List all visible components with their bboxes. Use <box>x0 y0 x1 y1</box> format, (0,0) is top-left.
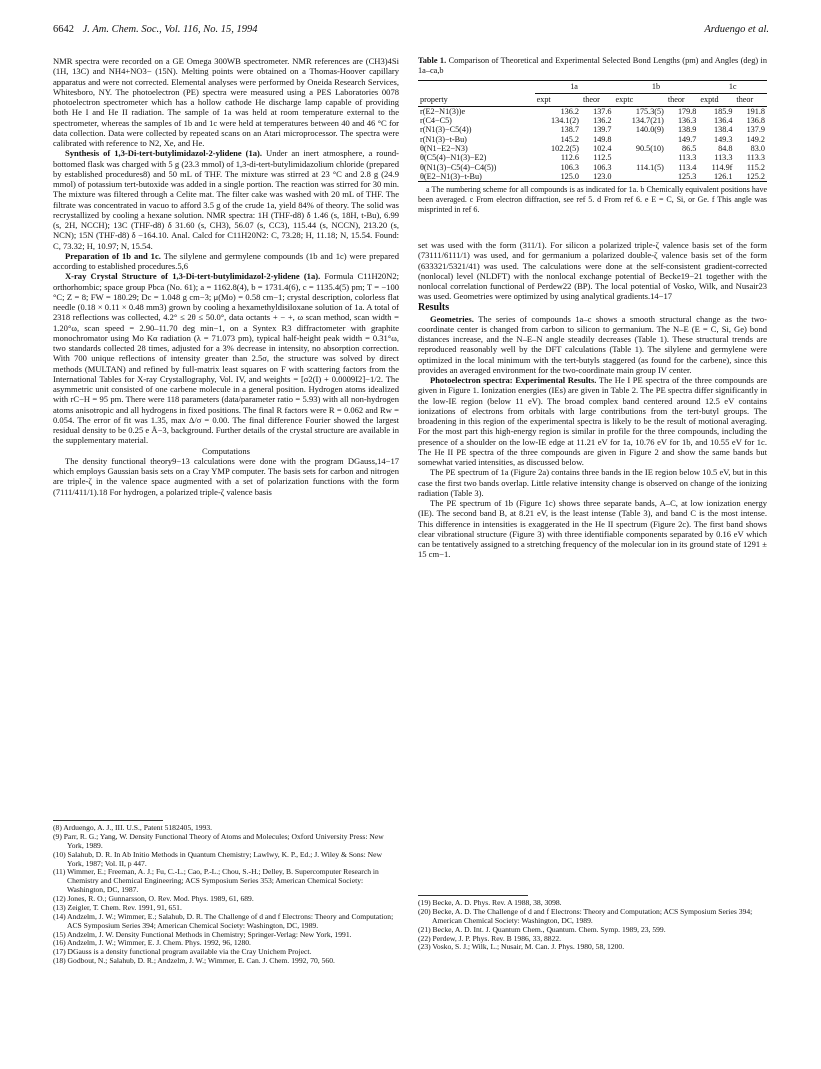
table-cell <box>614 135 666 144</box>
group-header-1c: 1c <box>698 80 767 93</box>
references-right <box>418 895 767 952</box>
column-header: exptc <box>614 93 666 106</box>
running-header <box>53 24 769 40</box>
table-cell: 185.9 <box>714 106 733 116</box>
table-cell: 125.3 <box>666 172 699 182</box>
reference-item: (23) Vosko, S. J.; Wilk, L.; Nusair, M. Can. J. Phys. 1980, 58, 1200. <box>418 942 625 952</box>
table-cell: 113.3 <box>678 153 697 163</box>
table-cell: 114.1(5) <box>636 162 664 172</box>
table-cell: 113.3 <box>746 153 765 163</box>
reference-item: (11) Wimmer, E.; Freeman, A. J.; Fu, C.-L.; Cao, P.-L.; Chou, S.-H.; Delley, B. Supercomputer Research in Chemistry and Chemical Engineering; ACS Symposium Series 353; American Chemical Society: Washington, DC, 1987. <box>53 867 379 895</box>
table-cell: 149.3 <box>714 134 733 144</box>
table-cell: 140.0(9) <box>635 125 664 135</box>
preparation-text: The silylene and germylene compounds (1b and 1c) were prepared according to established procedures.5,6 <box>53 250 399 271</box>
table-cell: 106.3 <box>560 162 579 172</box>
reference-item: (16) Andzelm, J. W.; Wimmer, E. J. Chem. Phys. 1992, 96, 1280. <box>53 938 251 948</box>
table-cell: 139.7 <box>593 125 612 135</box>
table-row <box>418 144 767 153</box>
column-header: exptd <box>698 93 734 106</box>
synthesis-heading: Synthesis of 1,3-Di-tert-butylimidazol-2-ylidene (1a). <box>65 148 263 159</box>
group-header-1a: 1a <box>535 80 614 93</box>
table-cell-property: r(N1(3)−C5(4)) <box>420 125 472 135</box>
table-caption-text: Comparison of Theoretical and Experimental Selected Bond Lengths (pm) and Angles (deg) in 1a–ca,b <box>418 56 768 75</box>
table-cell: 126.1 <box>698 172 734 182</box>
references-left <box>53 820 399 966</box>
table-cell: 138.4 <box>714 125 733 135</box>
table-cell: 136.2 <box>593 115 612 125</box>
column-header: theor <box>666 93 699 106</box>
table-cell: 113.3 <box>714 153 733 163</box>
table-cell-property: r(C4−C5) <box>420 115 452 125</box>
geometries-heading: Geometries. <box>430 313 474 324</box>
column-header: theor <box>734 93 767 106</box>
pe-spectra-paragraph <box>418 375 767 467</box>
table-cell: 136.2 <box>560 106 579 116</box>
right-column <box>418 56 767 560</box>
table-label: Table 1. <box>418 56 447 65</box>
pe-1a-paragraph: The PE spectrum of 1a (Figure 2a) contains three bands in the IE region below 10.5 eV, but in this case the first two bands overlap. Little relative intensity change is observed on change of the ionizing radiation (Table 3). <box>418 467 767 498</box>
basis-paragraph: set was used with the form (311/1). For silicon a polarized triple-ζ valence basis set of the form (73111/6111/1) was used, and for germanium a polarized double-ζ valence basis set of the form (633321/5321/41) was used. The calculations were done at the self-consistent gradient-corrected (nonlocal) level (NLDFT) with the nonlocal exchange potential of Becke19−21 together with the nonlocal correlation functional of Perdew22 (BP). The local potential of Vosko, Wilk, and Nusair23 was used. Geometries were optimized by using analytical gradients.14−17 <box>418 240 767 302</box>
column-header: expt <box>535 93 581 106</box>
table-row <box>418 172 767 182</box>
group-header-1b: 1b <box>614 80 699 93</box>
table-cell: 137.6 <box>593 106 612 116</box>
table-row <box>418 106 767 116</box>
references-divider <box>418 895 528 896</box>
table-cell: 84.8 <box>718 143 733 153</box>
table-cell: 149.2 <box>746 134 765 144</box>
reference-item: (18) Godbout, N.; Salahub, D. R.; Andzelm, J. W.; Wimmer, E. Can. J. Chem. 1992, 70, 560. <box>53 956 335 966</box>
table-cell-property: r(E2−N1(3))e <box>420 106 466 116</box>
table-cell: 134.7(21) <box>631 115 664 125</box>
pe-1b-paragraph: The PE spectrum of 1b (Figure 1c) shows three separate bands, A–C, at low ionization energy (IE). The second band B, at 8.21 eV, is the least intense (Table 3), and band C is the most intense. This difference in intensities is exaggerated in the He II spectrum (Figure 2c). The first band shows clear vibrational structure (Figure 3) with three identifiable components separated by 0.16 eV which can be tentatively assigned to a stretching frequency of the molecular ion in its ground state of 1291 ± 15 cm−1. <box>418 498 767 560</box>
page-number: 6642 <box>53 24 74 35</box>
table-cell: 112.6 <box>560 153 579 163</box>
table-cell: 90.5(10) <box>635 143 664 153</box>
table-cell-property: θ(E2−N1(3)−t-Bu) <box>418 172 535 182</box>
table-cell: 179.8 <box>677 106 697 116</box>
table-row <box>418 153 767 162</box>
references-divider <box>53 820 163 821</box>
table-caption <box>418 56 767 76</box>
running-authors: Arduengo et al. <box>704 24 769 35</box>
column-header-property: property <box>418 93 535 106</box>
table-cell-property: θ(N1−E2−N3) <box>420 143 468 153</box>
table-cell: 114.9f <box>711 162 733 172</box>
xray-text: Formula C11H20N2; orthorhombic; space group Pbca (No. 61); a = 1162.8(4), b = 1731.4(6), c = 1135.4(5) pm; T = −100 °C; Z = 8; FW = 180.29; Dc = 1.048 g cm−3; μ(Mo) = 0.58 cm−1; crystal description, colorless flat needle (0.18 × 0.11 × 0.48 mm3) grown by cooling a hexamethyldisiloxane solution of 1a. A total of 2318 reflections was collected, 4.2° ≤ 2θ ≤ 50.0°, data octants + − +, ω scan method, scan width = 1.20°ω, scan speed = 2.90–11.70 deg min−1, on a Syntex R3 diffractometer with graphite monochromator using Mo Kα radiation (λ = 71.073 pm), typical half-height peak width = 0.31°ω, two standards collected 28 times, adjusted for a 3% decrease in intensity, no absorption correction. With 700 unique reflections of intensity greater than 2.5σ, the structure was solved by direct methods (MULTAN) and refined by full-matrix least squares on F with scattering factors from the International Tables for X-ray Crystallography, Vol. IV, and weights = [σ2(I) + 0.0009I2]−1/2. The asymmetric unit consisted of one carbene molecule in a general position. Hydrogen atoms idealized with rC−H = 95 pm. There were 118 parameters (data/parameter ratio = 5.93) with all non-hydrogen atoms anisotropic and all hydrogens in fixed positions. The final R factors were R = 0.062 and Rw = 0.054. The error of fit was 1.35, max Δ/σ = 0.00. The final difference Fourier showed the largest residual density to be 0.25 e Å−3, background. Further details of the crystal structure are available in the supplementary material. <box>53 271 399 446</box>
table-cell-property: θ(N1(3)−C5(4)−C4(5)) <box>420 162 497 172</box>
table-cell <box>614 153 666 162</box>
table-cell: 145.2 <box>560 134 579 144</box>
table-group-header <box>418 80 767 93</box>
table-cell: 138.7 <box>560 125 579 135</box>
reference-item: (14) Andzelm, J. W.; Wimmer, E.; Salahub, D. R. The Challenge of d and f Electrons: Theory and Computation; ACS Symposium Series 394; American Chemical Society: Washington, DC, 1989. <box>53 911 394 930</box>
table-footnote: a The numbering scheme for all compounds is as indicated for 1a. b Chemically equivalent positions have been averaged. c From electron diffraction, see ref 5. d From ref 6. e E = C, Si, or Ge. f This angle was misprinted in ref 6. <box>418 185 767 214</box>
bond-table <box>418 80 767 182</box>
reference-item: (13) Zeigler, T. Chem. Rev. 1991, 91, 651. <box>53 902 182 912</box>
table-footnotes <box>418 185 767 214</box>
computations-heading: Computations <box>202 445 250 456</box>
pe-spectra-text: The He I PE spectra of the three compounds are given in Figure 1. Ionization energies (IEs) are given in Table 2. The PE spectra differ significantly in the low-IE region (below 11 eV). The broad complex band centered around 12.5 eV contains ionizations of electrons from orbitals with large contributions from the tert-butyl groups. The broadening in this region of the experimental spectra is likely to be the result of motional averaging. For the most part this high-energy region is similar in profile for the three compounds, including the presence of a shoulder on the low-IE edge at 11.21 eV for 1a, 10.76 eV for 1b, and 10.55 eV for 1c. The He II PE spectra of the three compounds are given in Figure 2 and show the same bands but somewhat varied intensities, as discussed below. <box>418 375 768 468</box>
table-cell-property: r(N1(3)−t-Bu) <box>420 134 467 144</box>
reference-item: (9) Parr, R. G.; Yang, W. Density Functional Theory of Atoms and Molecules; Oxford University Press: New York, 1989. <box>53 831 384 850</box>
table-row <box>418 125 767 134</box>
table-cell: 102.4 <box>593 143 612 153</box>
synthesis-text: Under an inert atmosphere, a round-bottomed flask was charged with 5 g (23.3 mmol) of 1,3-di-tert-butylimidazolium chloride (prepared by established procedures8) and 50 mL of THF. The mixture was stirred at 23 °C and 2.8 g (24.9 mmol) of potassium tert-butoxide was added in a single portion. The reaction was stirred for 30 min. The mixture was filtered through a Celite mat. The filter cake was washed with 20 mL of THF. The filtrate was concentrated in vacuo to afford 3.5 g of the crude 1a, yield 84% of theory. The solid was recrystallized by cooling a hexane solution. NMR spectra: 1H (THF-d8) δ 1.46 (s, 18H, t-Bu), 6.99 (s, 2H, NCCH); 13C (THF-d8) δ 31.60 (s, CH3), 56.07 (s, CC3), 115.44 (s, NCCN), 213.20 (s, NCN); 15N (THF-d8) δ −164.10. Anal. Calcd for C11H20N2: C, 73.28; H, 11.18; N, 15.54. Found: C, 73.32; H, 10.97; N, 15.54. <box>53 148 400 251</box>
table-row <box>418 163 767 172</box>
table-cell: 134.1(2) <box>551 115 579 125</box>
geometries-paragraph <box>418 314 767 376</box>
pe-spectra-heading: Photoelectron spectra: Experimental Results. <box>430 375 597 386</box>
table-cell: 138.9 <box>677 125 697 135</box>
table-body <box>418 106 767 182</box>
reference-item: (21) Becke, A. D. Int. J. Quantum Chem., Quantum. Chem. Symp. 1989, 23, 599. <box>418 924 666 934</box>
table-cell: 115.2 <box>746 162 765 172</box>
table-cell: 125.0 <box>535 172 581 182</box>
reference-item: (15) Andzelm, J. W. Density Functional Methods in Chemistry; Springer-Verlag: New York, 1991. <box>53 929 352 939</box>
geometries-text: The series of compounds 1a–c shows a smooth structural change as the two-coordinate center is changed from carbon to silicon to germanium. The N–E (E = C, Si, Ge) bond distances increase, and the N–E–N angle steadily decreases (Table 1). These structural trends are reproduced reasonably well by the DFT calculations (Table 1). The silylene and germylene were optimized in the local minimum with the tert-butyls staggered (as found for the carbene), since this provides an averaged environment for the two-coordinate main group IV center. <box>418 313 767 375</box>
table-cell: 137.9 <box>746 125 765 135</box>
table-cell: 175.3(5) <box>635 106 664 116</box>
reference-item: (12) Jones, R. O.; Gunnarsson, O. Rev. Mod. Phys. 1989, 61, 689. <box>53 894 254 903</box>
results-heading: Results <box>418 301 450 313</box>
table-cell: 113.4 <box>678 162 697 172</box>
table-cell <box>614 172 666 182</box>
reference-item: (20) Becke, A. D. The Challenge of d and f Electrons: Theory and Computation; ACS Symposium Series 394; American Chemical Society: Washington, DC, 1989. <box>418 906 753 925</box>
computations-paragraph: The density functional theory9−13 calculations were done with the program DGauss,14−17 which employs Gaussian basis sets on a Cray YMP computer. The basis sets for carbon and nitrogen are triple-ζ in the valence space augmented with a set of polarization functions with the form (7111/411/1).18 For hydrogen, a polarized triple-ζ valence basis <box>53 455 399 497</box>
journal-citation: J. Am. Chem. Soc., Vol. 116, No. 15, 1994 <box>82 24 258 35</box>
reference-item: (8) Arduengo, A. J., III. U.S., Patent 5182405, 1993. <box>53 823 213 832</box>
table-cell: 106.3 <box>593 162 612 172</box>
xray-paragraph <box>53 271 399 445</box>
reference-item: (10) Salahub, D. R. In Ab Initio Methods in Quantum Chemistry; Lawlwy, K. P., Ed.; J. Wiley & Sons: New York, 1987; Vol. II, p 447. <box>53 849 382 868</box>
table-cell: 86.5 <box>682 143 697 153</box>
table-row <box>418 116 767 125</box>
table-cell: 191.8 <box>746 106 765 116</box>
table-cell: 136.8 <box>746 115 765 125</box>
experimental-paragraph: NMR spectra were recorded on a GE Omega 300WB spectrometer. NMR references are (CH3)4Si (1H, 13C) and NH4+NO3− (15N). Melting points were obtained on a Thomas-Hoover capillary apparatus and were not corrected. Elemental analyses were performed by Oneida Research Services, Whitesboro, NY. The photoelectron (PE) spectra were measured using a PES Laboratories 0078 photoelectron spectrometer which has a hollow cathode He discharge lamp capable of providing both He I and He II radiation. The sample of 1a was held at room temperature external to the spectrometer, whereas the samples of 1b and 1c were held at temperatures between 40 and 46 °C for data collection. Data were collected by repeated scans on an Atari microprocessor. The spectra were calibrated with reference to N2, Xe, and He. <box>53 56 399 148</box>
table-cell: 83.0 <box>750 143 765 153</box>
table-row <box>418 135 767 144</box>
preparation-paragraph <box>53 251 399 272</box>
table-cell: 136.4 <box>714 115 733 125</box>
reference-item: (17) DGauss is a density functional program available via the Cray Unichem Project. <box>53 947 312 957</box>
left-column <box>53 56 399 497</box>
column-header: theor <box>581 93 614 106</box>
synthesis-paragraph <box>53 148 399 251</box>
table-cell: 136.3 <box>677 115 697 125</box>
preparation-heading: Preparation of 1b and 1c. <box>65 250 161 261</box>
table-cell-property: θ(C5(4)−N1(3)−E2) <box>420 153 487 163</box>
reference-item: (22) Perdew, J. P. Phys. Rev. B 1986, 33, 8822. <box>418 933 562 943</box>
section-spacer <box>418 214 767 240</box>
table-cell: 123.0 <box>581 172 614 182</box>
reference-item: (19) Becke, A. D. Phys. Rev. A 1988, 38, 3098. <box>418 898 562 907</box>
xray-heading: X-ray Crystal Structure of 1,3-Di-tert-butylimidazol-2-ylidene (1a). <box>65 271 321 282</box>
table-cell: 112.5 <box>593 153 612 163</box>
table-cell: 149.7 <box>677 134 697 144</box>
table-cell: 149.8 <box>593 134 612 144</box>
table-subheader-row <box>418 93 767 106</box>
table-cell: 125.2 <box>734 172 767 182</box>
table-cell: 102.2(5) <box>551 143 579 153</box>
